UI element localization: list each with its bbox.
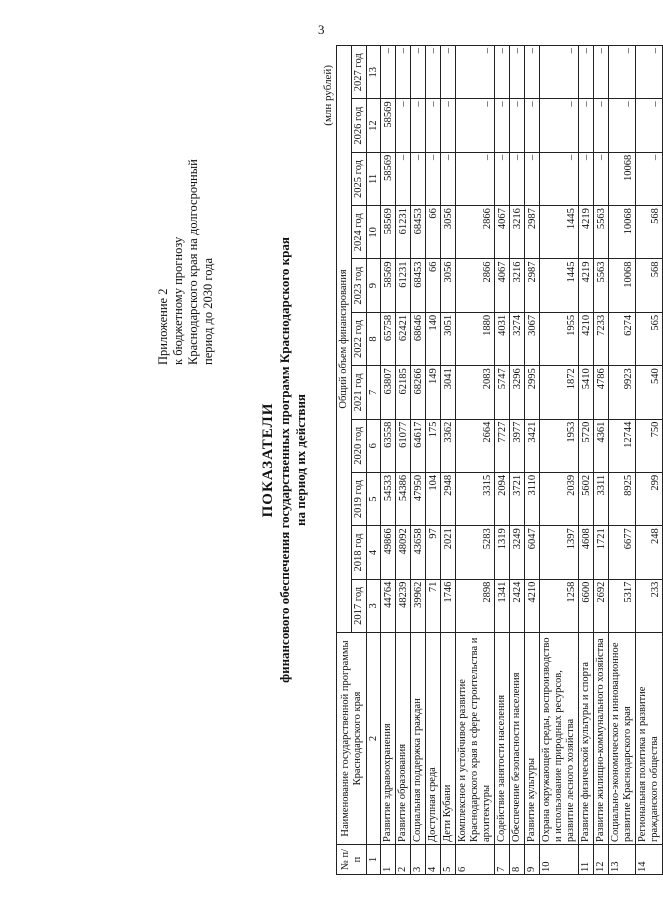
program-name: Развитие культуры xyxy=(525,633,540,845)
financing-value: – xyxy=(495,46,510,99)
annex-line: Приложение 2 xyxy=(156,288,170,365)
financing-value: – xyxy=(636,152,663,205)
financing-value: – xyxy=(396,152,411,205)
financing-value: 3056 xyxy=(441,259,456,312)
column-index: 13 xyxy=(367,46,381,99)
row-number: 13 xyxy=(609,845,636,875)
program-name: Комплексное и устойчивое развитие Краснодарского края в сфере строительства и архитектуры xyxy=(456,633,495,845)
title-line: на период их действия xyxy=(293,394,308,526)
financing-value: 5317 xyxy=(609,579,636,632)
financing-value: 3315 xyxy=(456,472,495,525)
financing-value: 1445 xyxy=(540,206,579,259)
column-index: 5 xyxy=(367,472,381,525)
financing-value: 65758 xyxy=(381,312,396,365)
financing-value: 68453 xyxy=(411,259,426,312)
financing-value: 58569 xyxy=(381,99,396,152)
column-index: 12 xyxy=(367,99,381,152)
column-index: 11 xyxy=(367,152,381,205)
header-number: № п/п xyxy=(337,845,367,875)
financing-value: 6047 xyxy=(525,526,540,579)
program-name: Социальная поддержка граждан xyxy=(411,633,426,845)
row-number: 9 xyxy=(525,845,540,875)
table-row xyxy=(594,46,609,875)
financing-value: – xyxy=(510,99,525,152)
financing-value: 1953 xyxy=(540,419,579,472)
financing-value: 3249 xyxy=(510,526,525,579)
header-year: 2023 год xyxy=(352,259,367,312)
financing-value: 64617 xyxy=(411,419,426,472)
financing-value: – xyxy=(540,152,579,205)
header-year: 2024 год xyxy=(352,206,367,259)
row-number: 10 xyxy=(540,845,579,875)
table-row xyxy=(510,46,525,875)
financing-value: 1445 xyxy=(540,259,579,312)
financing-value: 3110 xyxy=(525,472,540,525)
column-index: 7 xyxy=(367,366,381,419)
annex-header xyxy=(156,65,216,365)
financing-value: 62421 xyxy=(396,312,411,365)
financing-value: 4067 xyxy=(495,206,510,259)
header-year: 2020 год xyxy=(352,419,367,472)
row-number: 5 xyxy=(441,845,456,875)
financing-value: 3977 xyxy=(510,419,525,472)
program-name: Охрана окружающей среды, воспроизводство и использование природных ресурсов, развитие лесного хозяйства xyxy=(540,633,579,845)
financing-value: 7727 xyxy=(495,419,510,472)
financing-value: 58569 xyxy=(381,152,396,205)
financing-value: – xyxy=(510,152,525,205)
financing-value: – xyxy=(426,152,441,205)
financing-value: 1397 xyxy=(540,526,579,579)
financing-value: – xyxy=(636,99,663,152)
financing-value: – xyxy=(441,152,456,205)
financing-value: 3296 xyxy=(510,366,525,419)
row-number: 7 xyxy=(495,845,510,875)
units-label: (млн рублей) xyxy=(322,65,334,126)
financing-value: 39962 xyxy=(411,579,426,632)
financing-value: 5602 xyxy=(579,472,594,525)
financing-value: 3051 xyxy=(441,312,456,365)
financing-value: 43658 xyxy=(411,526,426,579)
financing-value: 3056 xyxy=(441,206,456,259)
header-year: 2025 год xyxy=(352,152,367,205)
financing-value: – xyxy=(609,46,636,99)
table-row xyxy=(540,46,579,875)
program-name: Содействие занятости населения xyxy=(495,633,510,845)
financing-value: 68453 xyxy=(411,206,426,259)
financing-value: 568 xyxy=(636,259,663,312)
financing-value: 233 xyxy=(636,579,663,632)
financing-value: 2898 xyxy=(456,579,495,632)
page-number: 3 xyxy=(318,22,325,37)
financing-value: 1721 xyxy=(594,526,609,579)
annex-line: к бюджетному прогнозу xyxy=(171,236,185,365)
financing-value: 3362 xyxy=(441,419,456,472)
column-index: 1 xyxy=(367,845,381,875)
column-index: 4 xyxy=(367,526,381,579)
financing-value: – xyxy=(636,46,663,99)
financing-value: 1880 xyxy=(456,312,495,365)
financing-value: 2664 xyxy=(456,419,495,472)
financing-value: 4608 xyxy=(579,526,594,579)
financing-value: 4210 xyxy=(525,579,540,632)
financing-value: 68646 xyxy=(411,312,426,365)
financing-value: 1258 xyxy=(540,579,579,632)
financing-value: 7233 xyxy=(594,312,609,365)
header-program-name: Наименование государственной программы Краснодарского края xyxy=(337,633,367,845)
financing-value: 3274 xyxy=(510,312,525,365)
table-row xyxy=(495,46,510,875)
financing-value: – xyxy=(426,46,441,99)
financing-value: 149 xyxy=(426,366,441,419)
financing-value: 1746 xyxy=(441,579,456,632)
header-year: 2026 год xyxy=(352,99,367,152)
financing-value: 6677 xyxy=(609,526,636,579)
financing-value: 5563 xyxy=(594,206,609,259)
column-index: 9 xyxy=(367,259,381,312)
financing-value: 1341 xyxy=(495,579,510,632)
title-line: финансового обеспечения государственных программ Краснодарского края xyxy=(277,237,292,683)
financing-value: 3311 xyxy=(594,472,609,525)
financing-value: – xyxy=(525,152,540,205)
financing-value: – xyxy=(579,99,594,152)
table-row xyxy=(411,46,426,875)
annex-line: период до 2030 года xyxy=(201,257,215,365)
financing-value: – xyxy=(525,46,540,99)
financing-value: – xyxy=(525,99,540,152)
header-year: 2017 год xyxy=(352,579,367,632)
financing-value: 5720 xyxy=(579,419,594,472)
financing-value: – xyxy=(396,46,411,99)
financing-value: 3421 xyxy=(525,419,540,472)
financing-value: 58569 xyxy=(381,206,396,259)
financing-value: 62185 xyxy=(396,366,411,419)
financing-value: – xyxy=(540,46,579,99)
rotated-page-content xyxy=(150,45,661,875)
header-year: 2021 год xyxy=(352,366,367,419)
financing-value: 61077 xyxy=(396,419,411,472)
financing-value: 6600 xyxy=(579,579,594,632)
financing-value: 54533 xyxy=(381,472,396,525)
financing-value: 54386 xyxy=(396,472,411,525)
financing-value: – xyxy=(396,99,411,152)
financing-value: 8925 xyxy=(609,472,636,525)
table-row xyxy=(609,46,636,875)
financing-value: 4210 xyxy=(579,312,594,365)
financing-value: 3067 xyxy=(525,312,540,365)
financing-value: 48092 xyxy=(396,526,411,579)
financing-value: – xyxy=(594,46,609,99)
financing-value: 2424 xyxy=(510,579,525,632)
column-index: 6 xyxy=(367,419,381,472)
table-row xyxy=(396,46,411,875)
financing-value: 299 xyxy=(636,472,663,525)
row-number: 8 xyxy=(510,845,525,875)
financing-value: – xyxy=(510,46,525,99)
financing-value: – xyxy=(579,152,594,205)
row-number: 14 xyxy=(636,845,663,875)
program-name: Обеспечение безопасности населения xyxy=(510,633,525,845)
program-name: Региональная политика и развитие гражданского общества xyxy=(636,633,663,845)
financing-value: 10068 xyxy=(609,259,636,312)
financing-value: 4031 xyxy=(495,312,510,365)
table-row xyxy=(636,46,663,875)
financing-value: 2692 xyxy=(594,579,609,632)
financing-value: 175 xyxy=(426,419,441,472)
financing-value: 2021 xyxy=(441,526,456,579)
program-name: Развитие жилищно-коммунального хозяйства xyxy=(594,633,609,845)
financing-value: 104 xyxy=(426,472,441,525)
table-row xyxy=(456,46,495,875)
program-name: Социально-экономическое и инновационное развитие Краснодарского края xyxy=(609,633,636,845)
financing-value: 4067 xyxy=(495,259,510,312)
row-number: 12 xyxy=(594,845,609,875)
table-row xyxy=(426,46,441,875)
financing-value: 68266 xyxy=(411,366,426,419)
financing-value: 2866 xyxy=(456,259,495,312)
financing-value: – xyxy=(441,46,456,99)
financing-value: – xyxy=(456,99,495,152)
financing-value: – xyxy=(411,99,426,152)
financing-table xyxy=(336,45,663,875)
header-year: 2027 год xyxy=(352,46,367,99)
financing-value: – xyxy=(411,152,426,205)
financing-value: 47950 xyxy=(411,472,426,525)
table-row xyxy=(579,46,594,875)
financing-value: 12744 xyxy=(609,419,636,472)
financing-value: 2039 xyxy=(540,472,579,525)
financing-value: – xyxy=(495,99,510,152)
financing-value: – xyxy=(381,46,396,99)
financing-value: 58569 xyxy=(381,259,396,312)
financing-value: 2987 xyxy=(525,206,540,259)
header-year: 2018 год xyxy=(352,526,367,579)
table-row xyxy=(441,46,456,875)
financing-value: 61231 xyxy=(396,259,411,312)
financing-value: 1955 xyxy=(540,312,579,365)
financing-value: 71 xyxy=(426,579,441,632)
column-index: 2 xyxy=(367,633,381,845)
financing-value: 4219 xyxy=(579,259,594,312)
financing-value: 2987 xyxy=(525,259,540,312)
header-year: 2019 год xyxy=(352,472,367,525)
financing-value: – xyxy=(426,99,441,152)
financing-value: 2083 xyxy=(456,366,495,419)
financing-value: 568 xyxy=(636,206,663,259)
document-title xyxy=(260,45,309,875)
financing-value: – xyxy=(456,152,495,205)
program-name: Развитие здравоохранения xyxy=(381,633,396,845)
financing-value: 2866 xyxy=(456,206,495,259)
financing-value: – xyxy=(456,46,495,99)
row-number: 11 xyxy=(579,845,594,875)
financing-value: 10068 xyxy=(609,206,636,259)
column-index: 3 xyxy=(367,579,381,632)
financing-value: – xyxy=(579,46,594,99)
title-main: ПОКАЗАТЕЛИ xyxy=(260,402,276,518)
column-index: 8 xyxy=(367,312,381,365)
financing-value: – xyxy=(441,99,456,152)
financing-value: – xyxy=(495,152,510,205)
financing-value: 2995 xyxy=(525,366,540,419)
row-number: 1 xyxy=(381,845,396,875)
row-number: 3 xyxy=(411,845,426,875)
financing-value: 6274 xyxy=(609,312,636,365)
financing-value: 3721 xyxy=(510,472,525,525)
financing-value: 750 xyxy=(636,419,663,472)
financing-value: 66 xyxy=(426,206,441,259)
row-number: 4 xyxy=(426,845,441,875)
financing-value: 2948 xyxy=(441,472,456,525)
annex-line: Краснодарского края на долгосрочный xyxy=(186,159,200,365)
financing-value: 9923 xyxy=(609,366,636,419)
header-total-financing: Общий объем финансирования xyxy=(337,46,352,633)
financing-value: 44764 xyxy=(381,579,396,632)
financing-value: 49866 xyxy=(381,526,396,579)
financing-value: 5747 xyxy=(495,366,510,419)
financing-value: 140 xyxy=(426,312,441,365)
financing-value: – xyxy=(609,99,636,152)
financing-value: 2094 xyxy=(495,472,510,525)
row-number: 6 xyxy=(456,845,495,875)
program-name: Доступная среда xyxy=(426,633,441,845)
financing-value: 48239 xyxy=(396,579,411,632)
row-number: 2 xyxy=(396,845,411,875)
financing-value: 3041 xyxy=(441,366,456,419)
financing-value: 61231 xyxy=(396,206,411,259)
financing-value: 97 xyxy=(426,526,441,579)
financing-value: 66 xyxy=(426,259,441,312)
financing-value: 4361 xyxy=(594,419,609,472)
financing-value: – xyxy=(594,99,609,152)
program-name: Развитие физической культуры и спорта xyxy=(579,633,594,845)
financing-value: 3216 xyxy=(510,206,525,259)
financing-value: 565 xyxy=(636,312,663,365)
program-name: Развитие образования xyxy=(396,633,411,845)
program-name: Дети Кубани xyxy=(441,633,456,845)
financing-value: 63558 xyxy=(381,419,396,472)
column-index: 10 xyxy=(367,206,381,259)
financing-value: 10068 xyxy=(609,152,636,205)
financing-value: 248 xyxy=(636,526,663,579)
financing-value: 5563 xyxy=(594,259,609,312)
financing-value: 540 xyxy=(636,366,663,419)
financing-value: – xyxy=(411,46,426,99)
header-year: 2022 год xyxy=(352,312,367,365)
financing-value: – xyxy=(594,152,609,205)
financing-value: 5283 xyxy=(456,526,495,579)
financing-value: 1319 xyxy=(495,526,510,579)
financing-value: 4786 xyxy=(594,366,609,419)
table-row xyxy=(525,46,540,875)
financing-value: 63807 xyxy=(381,366,396,419)
table-row xyxy=(381,46,396,875)
financing-value: 4219 xyxy=(579,206,594,259)
financing-value: 3216 xyxy=(510,259,525,312)
financing-value: 5410 xyxy=(579,366,594,419)
financing-value: 1872 xyxy=(540,366,579,419)
financing-value: – xyxy=(540,99,579,152)
